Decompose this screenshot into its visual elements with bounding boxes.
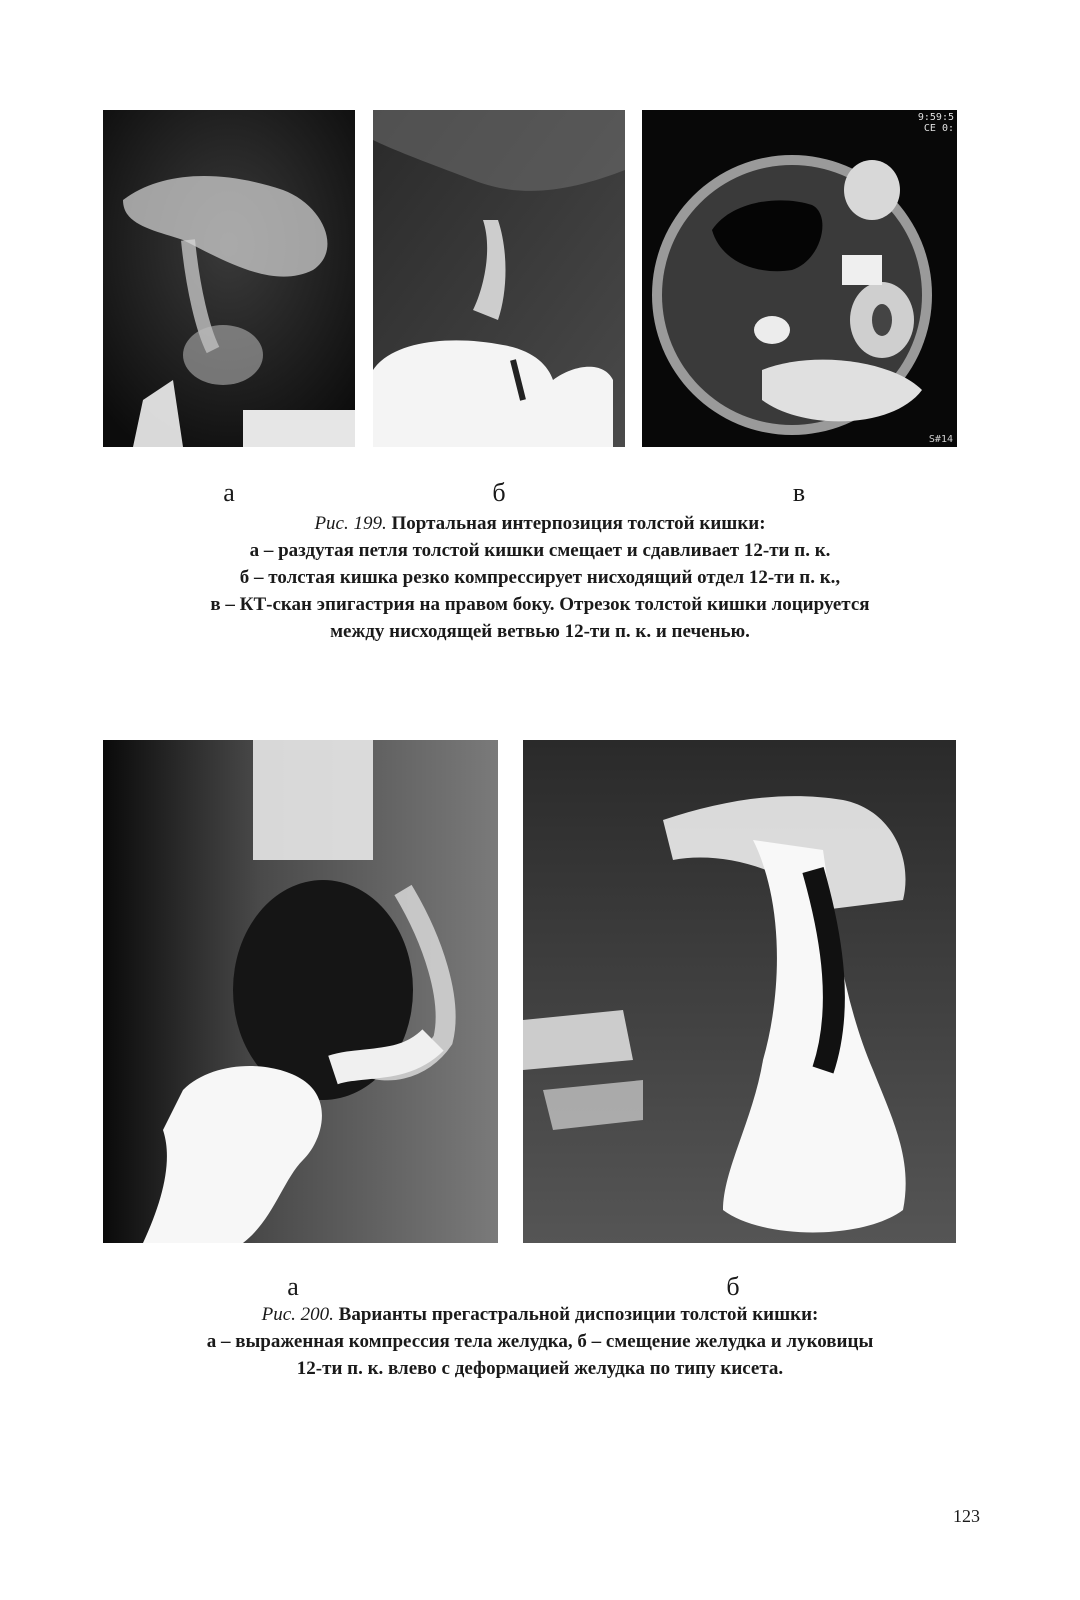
xray-image-icon <box>373 110 625 447</box>
figure-199-number: Рис. 199. <box>314 513 387 534</box>
xray-image-icon <box>103 110 355 447</box>
figure-200-label-a: а <box>287 1272 299 1301</box>
figure-199-image-a <box>103 110 355 447</box>
xray-image-icon <box>103 740 498 1243</box>
figure-200-image-b <box>523 740 956 1243</box>
figure-200-title: Варианты прегастральной диспозиции толстой кишки: <box>338 1304 819 1325</box>
figure-200-caption-line: а – выраженная компрессия тела желудка, б – смещение желудка и луковицы <box>206 1331 874 1352</box>
figure-199-label-c: в <box>792 478 806 507</box>
figure-200-label-b: б <box>726 1272 740 1301</box>
ct-overlay-bottom-text: S#14 <box>928 434 953 445</box>
figure-199-label-b: б <box>492 478 506 507</box>
figure-199-caption-line: в – КТ-скан эпигастрия на правом боку. Отрезок толстой кишки лоцируется <box>210 594 870 615</box>
figure-199-caption-line: б – толстая кишка резко компрессирует нисходящий отдел 12-ти п. к., <box>239 567 841 588</box>
figure-200-caption <box>100 1301 980 1382</box>
figure-199-label-a: а <box>223 478 235 507</box>
figure-199-caption-title-line <box>100 510 980 537</box>
ct-scan-image-icon <box>642 110 957 447</box>
figure-199-caption <box>100 510 980 645</box>
figure-199-image-b <box>373 110 625 447</box>
page-number: 123 <box>953 1506 980 1526</box>
xray-image-icon <box>523 740 956 1243</box>
figure-199-title: Портальная интерпозиция толстой кишки: <box>391 513 766 534</box>
figure-200-image-a <box>103 740 498 1243</box>
figure-200-caption-title-line <box>100 1301 980 1328</box>
figure-199-caption-line: между нисходящей ветвью 12-ти п. к. и печенью. <box>330 621 750 642</box>
figure-200-caption-line: 12-ти п. к. влево с деформацией желудка по типу кисета. <box>296 1358 784 1379</box>
ct-overlay-text: 9:59:5 CE 0: <box>917 112 954 134</box>
figure-200-number: Рис. 200. <box>261 1304 334 1325</box>
figure-199-caption-line: а – раздутая петля толстой кишки смещает и сдавливает 12-ти п. к. <box>249 540 831 561</box>
figure-199-image-c <box>642 110 957 447</box>
